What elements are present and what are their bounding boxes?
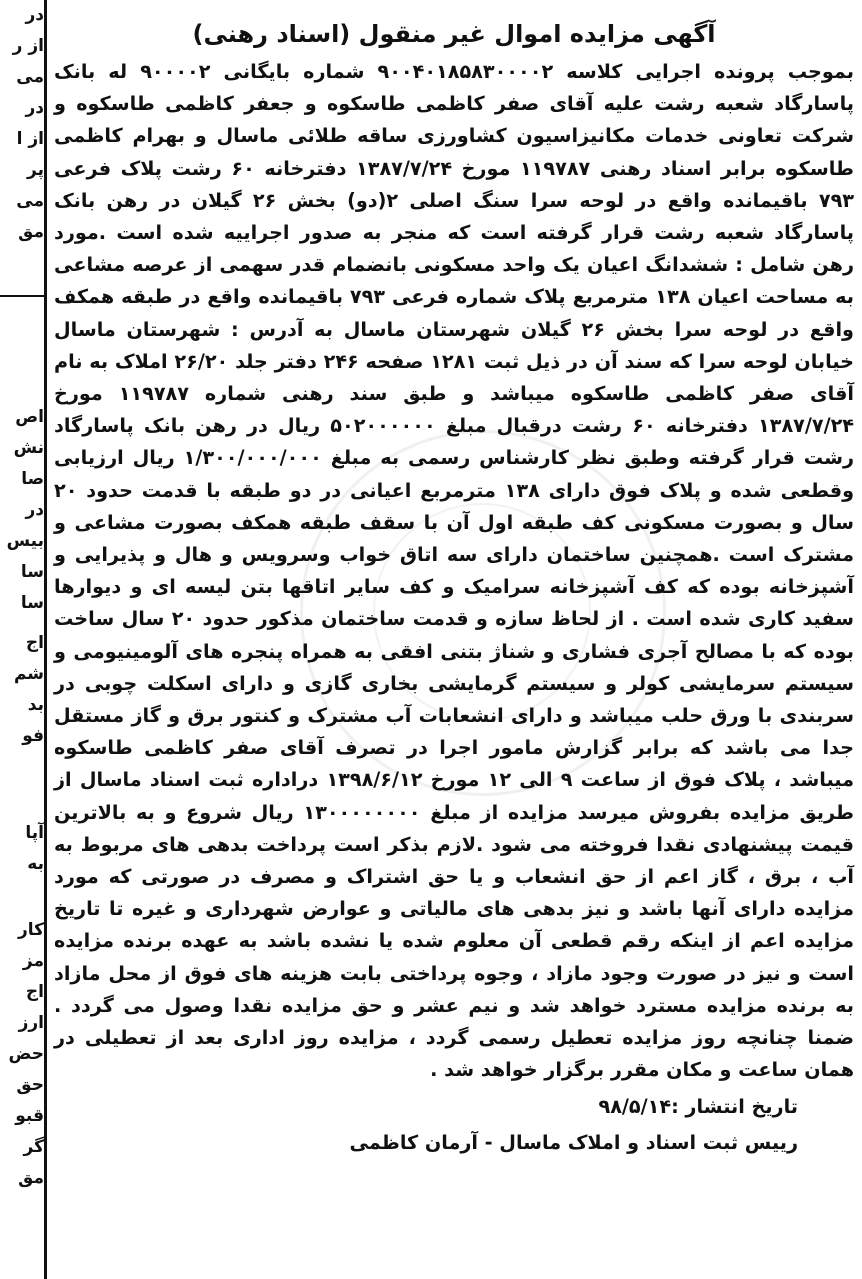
column-separator: [0, 295, 44, 297]
fragment-line: سا: [20, 562, 44, 582]
fragment-line: می: [16, 67, 44, 87]
notice-body: بموجب پرونده اجرایی کلاسه ۹۰۰۴۰۱۸۵۸۳۰۰۰۰۲ شماره بایگانی ۹۰۰۰۰۲ له بانک پاسارگاد شعبه رشت علیه آقای صفر کاظمی طاسکوه و جعفر کاظمی طاسکوه و شرکت تعاونی خدمات مکانیزاسیون کشاورزی ساقه طلائی ماسال و بهرام کاظمی طاسکوه برابر اسناد رهنی ۱۱۹۷۸۷ مورخ ۱۳۸۷/۷/۲۴ دفترخانه ۶۰ رشت پلاک فرعی ۷۹۳ باقیمانده واقع در لوحه سرا سنگ اصلی ۲(دو) بخش ۲۶ گیلان در رهن بانک پاسارگاد شعبه رشت قرار گرفته است که منجر به صدور اجراییه شده است .مورد رهن شامل : ششدانگ اعیان یک واحد مسکونی بانضمام قدر سهمی از عرصه مشاعی به مساحت اعیان ۱۳۸ مترمربع پلاک شماره فرعی ۷۹۳ باقیمانده واقع در طبقه همکف واقع در لوحه سرا بخش ۲۶ گیلان شهرستان ماسال به آدرس : شهرستان ماسال خیابان لوحه سرا که سند آن در ذیل ثبت ۱۲۸۱ صفحه ۲۴۶ دفتر جلد ۲۶/۲۰ املاک به نام آقای صفر کاظمی طاسکوه میباشد و طبق سند رهنی شماره ۱۱۹۷۸۷ مورخ ۱۳۸۷/۷/۲۴ دفترخانه ۶۰ رشت درقبال مبلغ ۵۰۲۰۰۰۰۰۰ ریال در رهن بانک پاسارگاد رشت قرار گرفته وطبق نظر کارشناس رسمی به مبلغ ۱/۳۰۰/۰۰۰/۰۰۰ ریال ارزیابی وقطعی شده و پلاک فوق دارای ۱۳۸ مترمربع اعیانی در دو طبقه با قدمت حدود ۲۰ سال و بصورت مسکونی کف طبقه اول آن با سقف طبقه همکف بصورت مشاعی و مشترک است .همچنین ساختمان دارای سه اتاق خواب وسرویس و هال و پذیرایی و آشپزخانه بوده که کف آشپزخانه سرامیک و کف سایر اتاقها بتن لیسه ای و دیوارها سفید کاری شده است . از لحاظ سازه و قدمت ساختمان مذکور حدود ۲۰ سال ساخت بوده که با مصالح آجری فشاری و شناژ بتنی افقی به همراه پنجره های آلومینیومی و سیستم سرمایشی کولر و سیستم گرمایشی بخاری گازی و دارای اسکلت چوبی در سربندی با ورق حلب میباشد و دارای انشعابات آب مشترک و کنتور برق و گاز مستقل جدا می باشد که برابر گزارش مامور اجرا در تصرف آقای صفر کاظمی طاسکوه میباشد ، پلاک فوق از ساعت ۹ الی ۱۲ مورخ ۱۳۹۸/۶/۱۲ دراداره ثبت اسناد ماسال از طریق مزایده بفروش میرسد مزایده از مبلغ ۱۳۰۰۰۰۰۰۰۰ ریال شروع و به بالاترین قیمت پیشنهادی نقدا فروخته می شود .لازم بذکر است پرداخت بدهی های مربوط به آب ، برق ، گاز اعم از حق انشعاب و یا حق اشتراک و مصرف در صورتی که مورد مزایده دارای آنها باشد و نیز بدهی های مالیاتی و عوارض شهرداری و غیره تا تاریخ مزایده اعم از اینکه رقم قطعی آن معلوم شده یا نشده باشد به عهده برنده مزایده است و نیز در صورت وجود مازاد ، وجوه پرداختی بابت هزینه های فوق از محل مازاد به برنده مزایده مسترد خواهد شد و نیم عشر و حق مزایده نقدا وصول می گردد . ضمنا چنانچه روز مزایده تعطیل رسمی گردد ، مزایده روز اداری بعد از تعطیلی در همان ساعت و مکان مقرر برگزار خواهد شد .: [54, 60, 855, 1082]
notice-title: آگهی مزایده اموال غیر منقول (اسناد رهنی): [192, 20, 716, 48]
fragment-line: فو: [22, 726, 44, 746]
adjacent-column-fragment: [0, 0, 44, 1279]
auction-notice: [54, 16, 854, 1271]
fragment-line: نش: [13, 438, 44, 458]
fragment-line: صا: [21, 469, 44, 489]
fragment-line: حض: [8, 1044, 44, 1064]
fragment-line: مز: [22, 951, 44, 971]
publish-date: تاریخ انتشار :۹۸/۵/۱۴: [598, 1094, 798, 1118]
fragment-line: گر: [23, 1137, 44, 1157]
fragment-group-2: [0, 402, 44, 619]
fragment-line: کار: [17, 920, 44, 940]
fragment-line: سا: [20, 593, 44, 613]
fragment-line: در: [25, 5, 44, 25]
fragment-group-1: [0, 0, 44, 248]
fragment-line: مق: [18, 1168, 44, 1188]
fragment-line: مق: [18, 222, 44, 242]
fragment-group-4: [0, 818, 44, 880]
fragment-line: اج: [25, 982, 44, 1002]
fragment-line: از ر: [12, 36, 44, 56]
fragment-line: اج: [25, 633, 44, 653]
fragment-line: در: [25, 500, 44, 520]
fragment-line: حق: [16, 1075, 44, 1095]
fragment-group-5: [0, 915, 44, 1194]
fragment-group-3: [0, 628, 44, 752]
fragment-line: می: [16, 191, 44, 211]
fragment-line: بیس: [6, 531, 44, 551]
fragment-line: آپا: [25, 823, 44, 843]
fragment-line: به: [27, 854, 44, 874]
fragment-line: اص: [15, 407, 44, 427]
fragment-line: بد: [27, 695, 44, 715]
fragment-line: شم: [13, 664, 44, 684]
fragment-line: ارز: [18, 1013, 44, 1033]
fragment-line: از ا: [16, 129, 44, 149]
fragment-line: قبو: [15, 1106, 44, 1126]
fragment-line: پر: [27, 160, 44, 180]
fragment-line: در: [25, 98, 44, 118]
signature: رییس ثبت اسناد و املاک ماسال - آرمان کاظمی: [349, 1130, 798, 1154]
column-divider-line: [44, 0, 47, 1279]
